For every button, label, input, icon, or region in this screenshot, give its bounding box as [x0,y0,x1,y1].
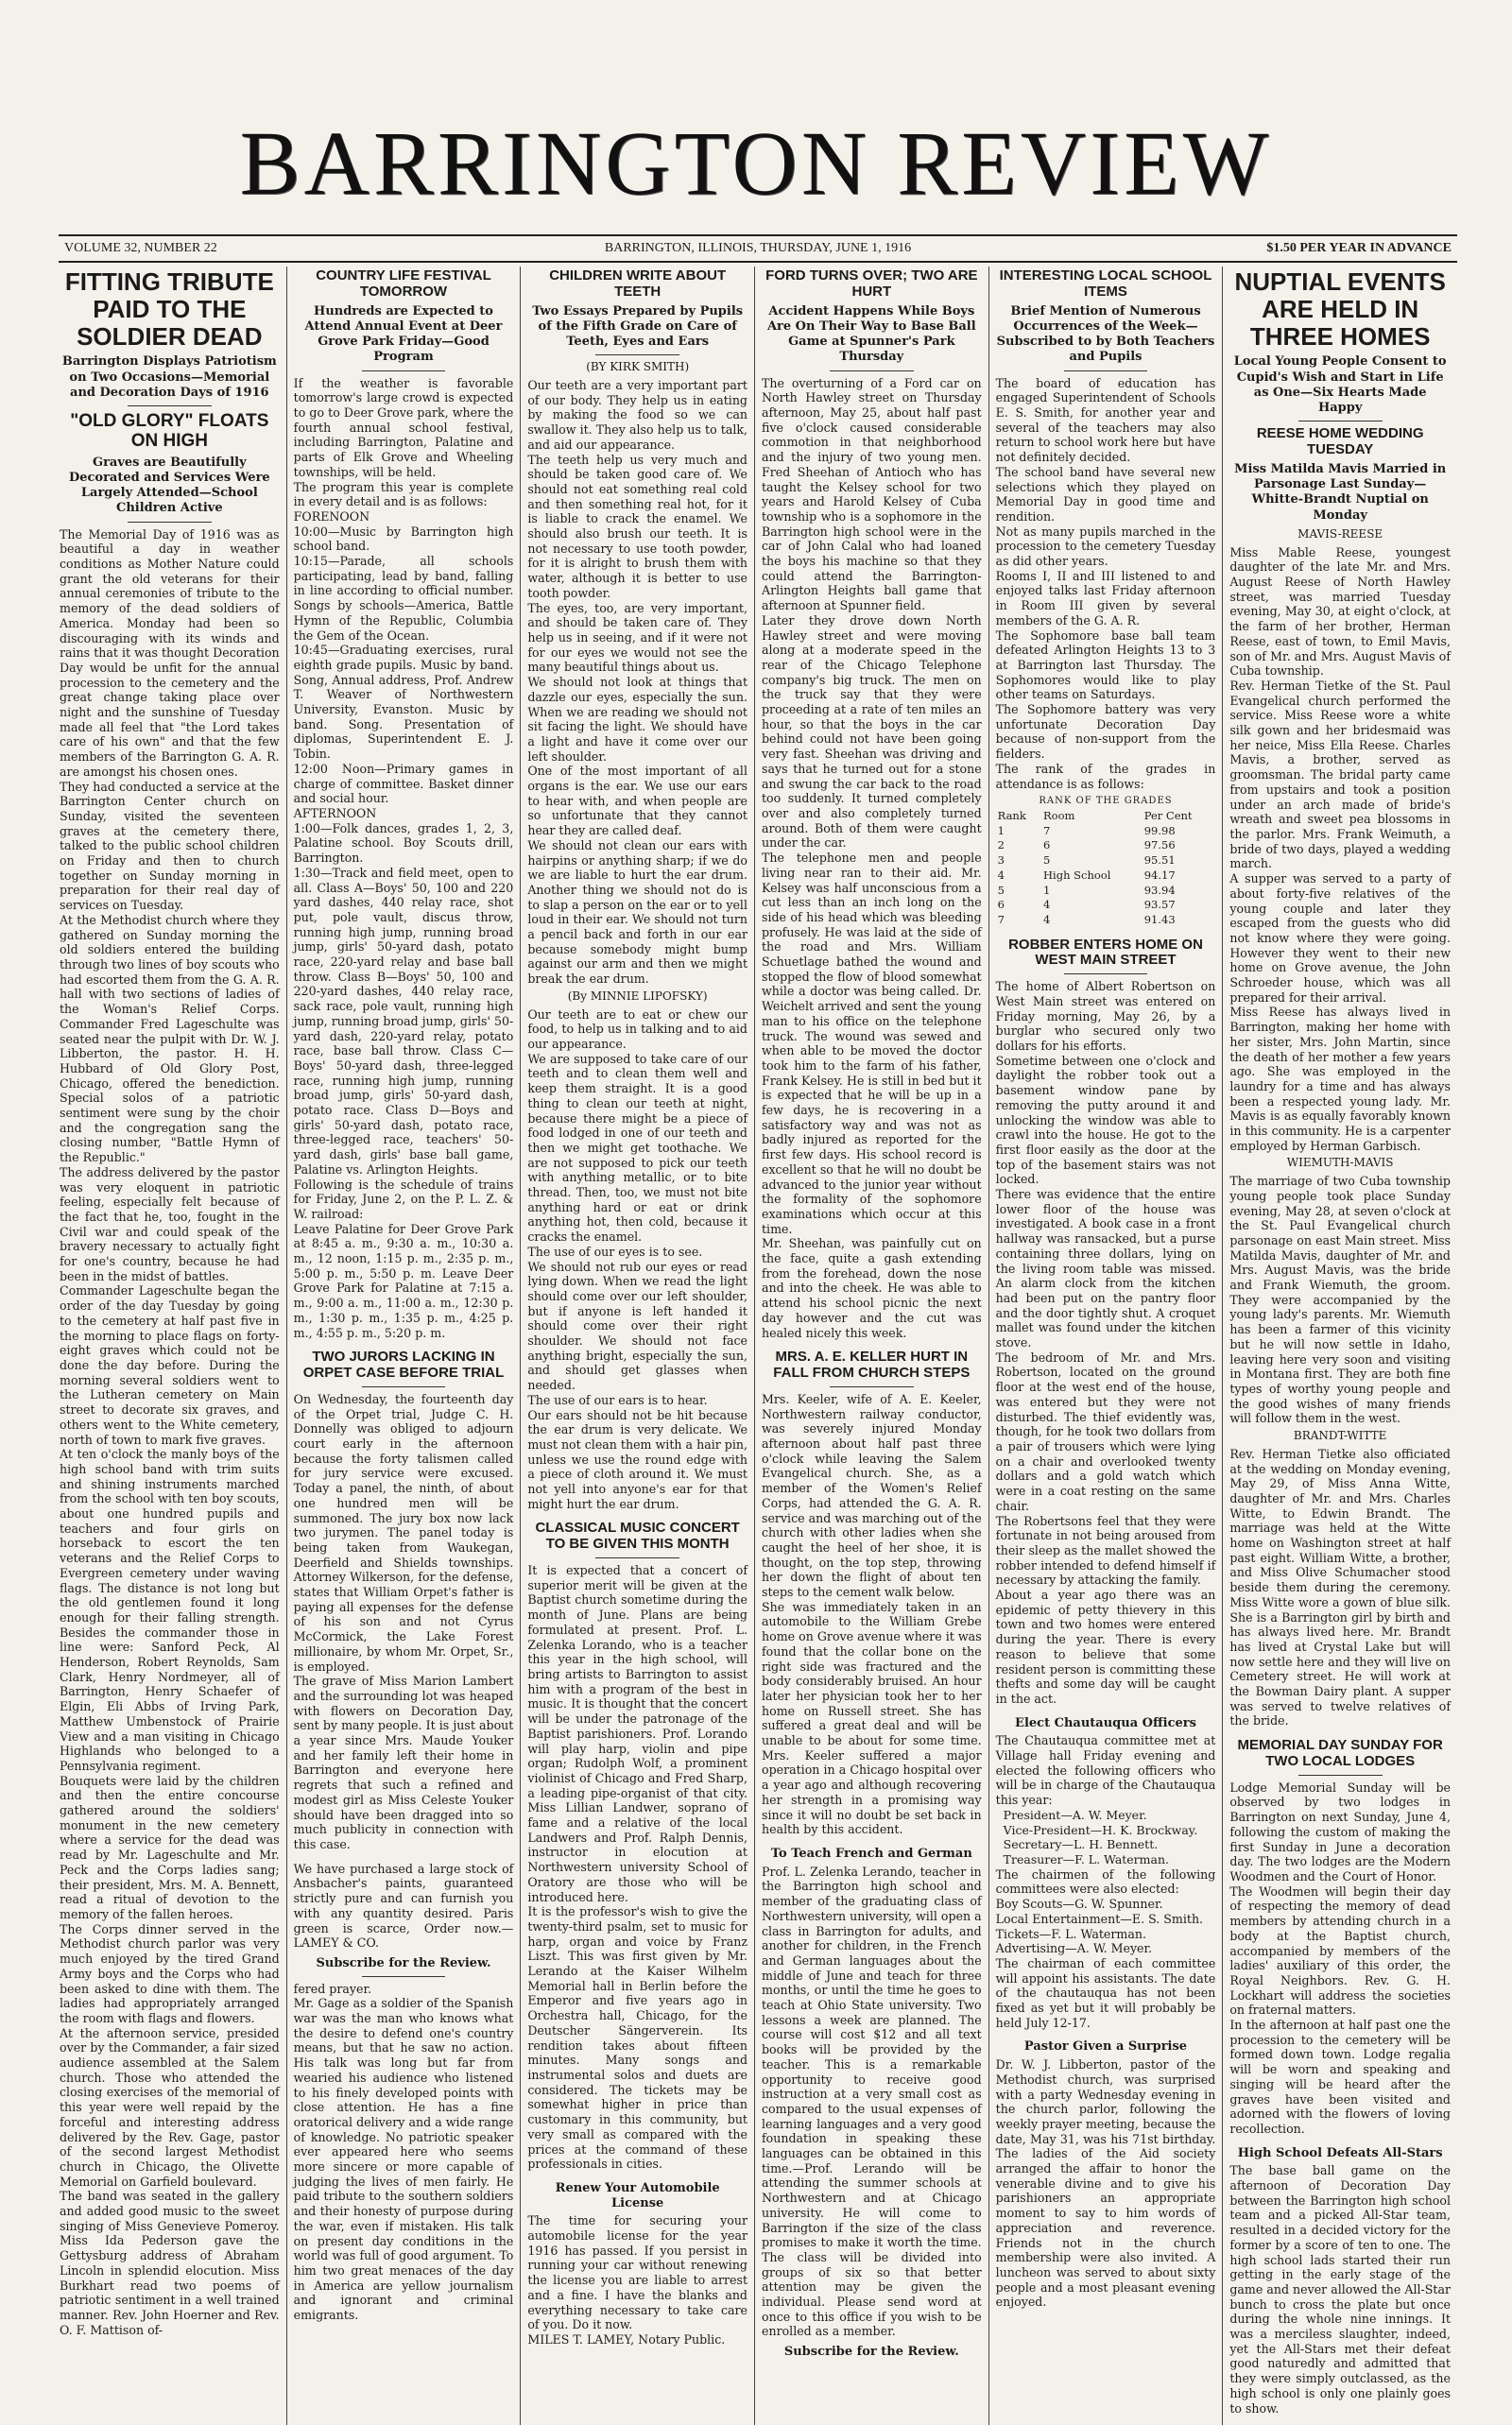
deck: Barrington Displays Patriotism on Two Occasions—Memorial and Decoration Days of 1916 [61,354,277,400]
story-high-school-ball [1229,2146,1451,2416]
headline: FITTING TRIBUTE PAID TO THE SOLDIER DEAD [64,267,274,352]
article-body: The board of education has engaged Superintendent of Schools E. S. Smith, for another year and several of the teachers may also return to school work here but have not definitely decided. The school band have several new selections which they played on Memorial Day in good time and rendition. Not as many pupils marched in the procession to the cemetery Tuesday as did other years. Rooms I, II and III listened to and enjoyed talks last Friday afternoon in Room III given by several members of the G. A. R. The Sophomore base ball team defeated Arlington Heights 13 to 3 at Barrington last Thursday. The Sophomores would like to play other teams on Saturdays. The Sophomore battery was very unfortunate Decoration Day because of non-support from the fielders. The rank of the grades in attendance is as follows: [995,375,1216,791]
article-body: The base ball game on the afternoon of Decoration Day between the Barrington high school team and a picked All-Star team, resulted in a decided victory for the former by a score of ten to one. The high school lads started their run getting in the early stage of the game and never allowed the All-Star bunch to cross the plate but once during the whole nine innings. It was a merciless slaughter, indeed, yet the All-Stars met their defeat good naturedly and admitted that they were simply outclassed, as the high school is only one plainly goes to show. [1229,2163,1451,2416]
paint-advertisement [294,1862,514,2323]
table-caption: RANK OF THE GRADES [1039,796,1173,807]
sub-headline: To Teach French and German [770,1846,972,1861]
dateline [59,234,1457,263]
room-cell: 5 [1043,853,1051,868]
article-body: The home of Albert Robertson on West Main street was entered on Friday morning, May 26, by a burglar who secured only two dollars for his efforts. Sometime between one o'clock and daylight the robber took out a basement window pane by removing the putty around it and unlocking the window was able to crawl into the house. He got to the first floor easily as the door at the top of the basement stairs was not locked. There was evidence that the entire lower floor of the house was investigated. A book case in a front hallway was ransacked, but a purse containing three dollars, lying on the living room table was missed. An alarm clock from the kitchen had been put on the pantry floor and the door tightly shut. A croquet mallet was found under the kitchen stove. The bedroom of Mr. and Mrs. Robertson, located on the ground floor at the west end of the house, was entered but they were not disturbed. The thief evidently was, though, for he took two dollars from a pair of trousers which were lying on a chair and overlooked twenty dollars and a gold watch which were in a coat resting on the same chair. The Robertsons feel that they were fortunate in not being aroused from their sleep as the mallet showed the robber intended to defend himself if necessary by attacking the family. About a year ago there was an epidemic of petty thievery in this town and two homes were entered during the year. There is every reason to believe that some resident person is committing these thefts and some day will be caught in the act. [995,979,1216,1706]
headline: COUNTRY LIFE FESTIVAL TOMORROW [316,267,491,300]
rank-cell: 7 [997,912,1005,926]
masthead: BARRINGTON REVIEW [239,112,1273,214]
percent-cell: 91.43 [1143,912,1176,926]
article-body: Rev. Herman Tietke also officiated at the wedding on Monday evening, May 29, of Miss Anna Witte, daughter of Mr. and Mrs. Charles Witte, to Edwin Brandt. The marriage was held at the Witte home on Washington street at half past eight. William Witte, a brother, and Miss Olive Schumacher stood beside them during the ceremony. Miss Witte wore a gown of blue silk. She is a Barrington girl by birth and has always lived here. Mr. Brandt has lived at Crystal Lake but will now settle here and they will live on Cemetery street. He will work at the Bowman Dairy plant. A supper was served to twelve relatives of the bride. [1229,1446,1451,1728]
subscribe-notice: Subscribe for the Review. [316,1955,491,1970]
officer-line: Secretary—L. H. Bennett. [1003,1837,1159,1852]
table-row [996,824,1216,839]
table-row [996,884,1216,899]
table-row [996,869,1216,884]
story-pastor-surprise [996,2039,1216,2310]
story-lodge-memorial [1229,1738,1451,2136]
sub-deck: Graves are Beautifully Decorated and Services Were Largely Attended—School Children Active [68,455,270,516]
headline: INTERESTING LOCAL SCHOOL ITEMS [999,267,1212,300]
divider [830,370,913,371]
officer-line: President—A. W. Meyer. [1003,1807,1147,1822]
rank-cell: 5 [997,883,1005,897]
subscribe-notice: Subscribe for the Review. [783,2345,959,2360]
place-date: BARRINGTON, ILLINOIS, THURSDAY, JUNE 1, 1916 [604,241,912,255]
story-keller-fall [762,1350,982,1837]
article-body: The overturning of a Ford car on North Hawley street on Thursday afternoon, May 25, about half past five o'clock caused considerable commotion in that neighborhood and the injury of two young men. Fred Sheehan of Antioch who has taught the Kelsey school for two years and Harold Kelsey of Cuba township who is a sophomore in the Barrington high school were in the car of John Calal who had loaned the boys his machine so that they could attend the Barrington-Arlington Heights ball game that afternoon at Spunner field. Later they drove down North Hawley street and were moving along at a moderate speed in the rear of the Chicago Telephone company's big truck. The men on the truck say that they were proceeding at a rate of ten miles an hour, so that the boys in the car behind could not have been going very fast. Sheehan was driving and says that he turned out for a stone and swung the car back to the road too suddenly. It turned completely over and also completely turned around. Both of them were caught under the car. The telephone men and people living near ran to their aid. Mr. Kelsey was half unconscious from a cut less than an inch long on the side of his head which was bleeding profusely. He was laid at the side of the road and Mrs. William Schuetlage bathed the wound and stopped the flow of blood somewhat while a doctor was being called. Dr. Weichelt arrived and sent the young man to his office on the telephone truck. The wound was sewed and when able to be moved the doctor took him to the farm of his father, Frank Kelsey. He is still in bed but it is expected that he will be up in a few days, he is recovering in a satisfactory way and was not as badly injured as reported for the first few days. His school record is excellent so that he will no doubt be advanced to the junior year without the formality of the sophomore examinations which occur at this time. Mr. Sheehan, was painfully cut on the face, quite a gash extending from the forehead, down the nose and into the cheek. He was able to attend his school picnic the next day however and the cut was healed nicely this week. [762,375,982,1340]
percent-cell: 97.56 [1143,838,1176,852]
percent-cell: 94.17 [1143,868,1176,882]
subscription-price: $1.50 PER YEAR IN ADVANCE [1266,241,1452,255]
sub-headline: Pastor Given a Surprise [1023,2039,1188,2055]
column-4 [755,267,989,2425]
percent-cell: 99.98 [1143,823,1176,837]
deck: Brief Mention of Numerous Occurrences of the Week—Subscribed to by Both Teachers and Pupils [996,303,1215,365]
headline: MRS. A. E. KELLER HURT IN FALL FROM CHURCH STEPS [773,1349,971,1382]
column-6 [1223,267,1457,2425]
columns [53,267,1457,2416]
headline: ROBBER ENTERS HOME ON WEST MAIN STREET [1008,936,1203,969]
column-header: Room [1043,808,1075,822]
divider [1064,370,1147,371]
notice-body: The time for securing your automobile license for the year 1916 has passed. If you persist in running your car without renewing the license you are liable to arrest and a fine. I have the blanks and everything necessary to take care of you. Do it now. MILES T. LAMEY, Notary Public. [527,2213,747,2347]
divider [362,1386,445,1387]
divider [1064,973,1147,974]
story-nuptial-events [1229,268,1451,1728]
story-soldier-tribute [60,268,280,2337]
story-school-items [996,268,1216,928]
room-cell: 1 [1043,883,1051,897]
room-cell: 6 [1043,838,1051,852]
headline: MEMORIAL DAY SUNDAY FOR TWO LOCAL LODGES [1237,1737,1443,1769]
column-2 [287,267,522,2425]
story-orpet-case [294,1350,514,1851]
story-chautauqua [996,1716,1216,2031]
percent-cell: 93.94 [1143,883,1176,897]
section-label: MAVIS-REESE [1297,526,1383,541]
article-continuation: fered prayer. Mr. Gage as a soldier of the Spanish war was the man who knows what the desire to defend one's country means, but that he saw no action. His talk was long but far from wearied his audience who listened to his finely developed points with close attention. He has a fine oratorical delivery and a wide range of knowledge. No patriotic speaker ever appeared here who seems more sincere or more capable of judging the lives of men fairly. He paid tribute to the southern soldiers and their honesty of purpose during the war, even if mistaken. His talk on present day conditions in the world was full of good argument. To him two great menaces of the day in America are yellow journalism and ignorant and criminal emigrants. [293,1981,514,2323]
percent-cell: 93.57 [1143,898,1176,912]
officer-line: Vice-President—H. K. Brockway. [1003,1822,1198,1837]
section-label: WIEMUTH-MAVIS [1286,1156,1394,1170]
table-row [996,838,1216,853]
ad-text: We have purchased a large stock of Ansbacher's paints, guaranteed strictly pure and can furnish you with any quantity desired. Paris green is scarce, Order now.—LAMEY & CO. [293,1861,514,1951]
headline: FORD TURNS OVER; TWO ARE HURT [765,267,978,300]
divider [128,405,211,406]
room-cell: 4 [1043,898,1051,912]
notice-title: Renew Your Automobile License [555,2180,720,2210]
rank-cell: 3 [997,853,1005,868]
article-body: Dr. W. J. Libberton, pastor of the Methodist church, was surprised with a party Wednesday evening in the church parlor, following the weekly prayer meeting, because the date, May 31, was his 71st birthday. The ladies of the Aid society arranged the affair to honor the venerable divine and to give his parishioners an appropriate moment to say to him words of appreciation and reverence. Friends not in the church membership were also invited. A luncheon was served to about sixty people and a most pleasant evening enjoyed. [995,2057,1216,2310]
section-label: BRANDT-WITTE [1293,1429,1387,1443]
deck: Hundreds are Expected to Attend Annual Event at Deer Grove Park Friday—Good Program [304,303,503,365]
byline: (By MINNIE LIPOFSKY) [567,989,708,1003]
volume-number: VOLUME 32, NUMBER 22 [64,241,217,255]
headline: NUPTIAL EVENTS ARE HELD IN THREE HOMES [1234,267,1446,352]
deck: Two Essays Prepared by Pupils of the Fifth Grade on Care of Teeth, Eyes and Ears [532,303,744,350]
headline: CHILDREN WRITE ABOUT TEETH [549,267,727,300]
divider [595,354,679,355]
byline: (BY KIRK SMITH) [586,360,690,374]
room-cell: 7 [1043,823,1051,837]
percent-cell: 95.51 [1143,853,1176,868]
article-body: The marriage of two Cuba township young people took place Sunday evening, May 28, at seven o'clock at the St. Paul Evangelical church parsonage on east Main street. Miss Matilda Mavis, daughter of Mr. and Mrs. August Mavis, was the bride and Frank Wiemuth, the groom. They were accompanied by the young lady's parents. Mr. Wiemuth has been a farmer of this vicinity but he will now settle in Idaho, leaving here very soon and visiting in Montana first. They are both fine types of worthy young people and the good wishes of many friends will follow them in the west. [1229,1174,1451,1426]
rank-cell: 1 [997,823,1005,837]
essay-body: Our teeth are a very important part of our body. They help us in eating by making the food so we can swallow it. They also help us to talk, and aid our appearance. The teeth help us very much and should be taken good care of. We should not eat something real cold and then something real hot, for it is liable to crack the enamel. We should also brush our teeth. It is not necessary to use tooth powder, for it is alright to brush them with water, although it is better to use tooth powder. The eyes, too, are very important, and should be taken care of. They help us in seeing, and if it were not for our eyes we would not see the many beautiful things about us. We should not look at things that dazzle our eyes, especially the sun. When we are reading we should not sit facing the light. We should have a light and have it come over our left shoulder. One of the most important of all organs is the ear. We use our ears to hear with, and when people are so unfortunate that they cannot hear they are called deaf. We should not clean our ears with hairpins or anything sharp; if we do we are liable to hurt the ear drum. Another thing we should not do is to slap a person on the ear or to yell loud in their ear. We should not turn a pencil back and forth in our ear because somebody might bump against our arm and then we might break the ear drum. [527,378,747,987]
article-body: Lodge Memorial Sunday will be observed by two lodges in Barrington on next Sunday, June 4, following the custom of making the first Sunday in June a decoration day. The two lodges are the Modern Woodmen and the Court of Honor. The Woodmen will begin their day of respecting the memory of dead members by attending church in a body at the Baptist church, accompanied by members of the ladies' auxiliary of this order, the Royal Neighbors. Rev. G. H. Lockhart will address the societies on fraternal matters. In the afternoon at half past one the procession to the cemetery will be formed down town. Lodge regalia will be worn and speaking and singing will be heard after the graves have been visited and adorned with the flowers of loving recollection. [1229,1780,1451,2136]
article-body: The Memorial Day of 1916 was as beautiful a day in weather conditions as Mother Nature could grant the old veterans for their annual ceremonies of tribute to the memory of the dead soldiers of America. Monday had been so discouraging with its winds and rains that it was thought Decoration Day would be unfit for the annual procession to the cemetery and the great change taking place over night and the sunshine of Tuesday made all feel that "the Lord takes care of his own" and that the few members of the Barrington G. A. R. are amongst his chosen ones. They had conducted a service at the Barrington Center church on Sunday, visited the seventeen graves at the cemetery there, talked to the public school children on Friday and then to church together on Sunday morning in preparation for their real day of services on Tuesday. At the Methodist church where they gathered on Sunday morning the old soldiers entered the building through two lines of boy scouts who had escorted them from the G. A. R. hall with two sections of ladies of the Woman's Relief Corps. Commander Fred Lageschulte was seated near the pulpit with Dr. W. J. Libberton, the pastor. H. H. Hubbard of Old Glory Post, Chicago, offered the benediction. Special solos of a patriotic sentiment were sung by the choir and the congregation sang the closing number, "Battle Hymn of the Republic." The address delivered by the pastor was very eloquent in patriotic feeling, especially felt because of the fact that he, too, fought in the Civil war and could speak of the bravery necessary to actually fight for one's country, because he had been in the midst of battles. Commander Lageschulte began the order of the day Tuesday by going to the cemetery at half past five in the morning to place flags on forty-eight graves which could not be done the day before. During the morning several soldiers went to the Lutheran cemetery on Main street to decorate six graves, and others went to the White cemetery, north of town to mark five graves. At ten o'clock the manly boys of the high school band with trim suits and shining instruments marched from the school with ten boy scouts, about one hundred pupils and teachers and four girls on horseback to escort the ten veterans and the Relief Corps to Evergreen cemetery under waving flags. The distance is not long but the old gentlemen found it long enough for their falling strength. Besides the commander those in line were: Sanford Peck, Al Henderson, Robert Reynolds, Sam Clark, Henry Nordmeyer, all of Barrington, Henry Schaefer of Elgin, Eli Abbs of Irving Park, Matthew Umbenstock of Prairie View and a man visiting in Chicago Highlands who belonged to a Pennsylvania regiment. Bouquets were laid by the children and then the entire concourse gathered around the soldiers' monument in the new cemetery where a service for the dead was read by Mr. Lageschulte and Mr. Peck and the Corps ladies sang; their president, Mrs. M. A. Bennett, read a ritual of devotion to the memory of the fallen heroes. The Corps dinner served in the Methodist church parlor was very much enjoyed by the tired Grand Army boys and the Corps who had been asked to dine with them. The ladies had appropriately arranged the room with flags and flowers. At the afternoon service, presided over by the Commander, a fair sized audience assembled at the Salem church. Those who attended the closing exercises of the memorial of this year were well repaid by the forceful and interesting address delivered by the Rev. Gage, pastor of the second largest Methodist church in Chicago, the Olivette Memorial on Garfield boulevard. The band was seated in the gallery and added good music to the sweet singing of Miss Genevieve Pomeroy. Miss Ida Pederson gave the Gettysburg address of Abraham Lincoln in splendid elocution. Miss Burkhart read two poems of patriotic sentiment in a well trained manner. Rev. John Hoerner and Rev. O. F. Mattison of- [60,526,280,2337]
sub-headline: High School Defeats All-Stars [1237,2145,1443,2160]
story-classical-concert [527,1521,747,2171]
divider [128,522,211,523]
divider [595,1557,679,1558]
rank-cell: 2 [997,838,1005,852]
article-body: The chairmen of the following committees were also elected: Boy Scouts—G. W. Spunner. Local Entertainment—E. S. Smith. Tickets—F. L. Waterman. Advertising—A. W. Meyer. The chairman of each committee will appoint his assistants. The date of the chautauqua has not been fixed as yet but it will probably be held July 12-17. [995,1866,1216,2030]
column-5 [989,267,1224,2425]
article-body: On Wednesday, the fourteenth day of the Orpet trial, Judge C. H. Donnelly was obliged to adjourn court early in the afternoon because the forty talismen called for jury service were excused. Today a panel, the ninth, of about one hundred men will be summoned. The jury box now lack two jurymen. The panel today is being taken from Waukegan, Deerfield and Shields townships. Attorney Wilkerson, for the defense, states that William Orpet's father is paying all expenses for the defense of his son and not Cyrus McCormick, the Lake Forest millionaire, by whom Mr. Orpet, Sr., is employed. The grave of Miss Marion Lambert and the surrounding lot was heaped with flowers on Decoration Day, sent by many people. It is just about a year since Mrs. Maude Youker and her family left their home in Barrington and everyone here regrets that such a refined and modest girl as Miss Celeste Youker should have been dragged into so much publicity in connection with this case. [293,1391,514,1851]
table-row [996,853,1216,869]
headline: TWO JURORS LACKING IN ORPET CASE BEFORE TRIAL [302,1349,505,1382]
sub-deck: Miss Matilda Mavis Married in Parsonage Last Sunday—Whitte-Brandt Nuptial on Monday [1234,461,1447,523]
story-french-german [762,1847,982,2360]
headline: CLASSICAL MUSIC CONCERT TO BE GIVEN THIS MONTH [535,1520,740,1553]
room-cell: High School [1043,868,1111,882]
story-children-essays [527,268,747,1511]
table-row [996,913,1216,928]
divider [1298,1775,1383,1776]
column-header: Rank [997,808,1026,822]
story-robber [996,937,1216,1707]
column-header: Per Cent [1143,808,1193,822]
story-country-life-festival [294,268,514,1340]
room-cell: 4 [1043,912,1051,926]
rank-cell: 6 [997,898,1005,912]
sub-headline: "OLD GLORY" FLOATS ON HIGH [70,411,269,452]
divider [362,1976,445,1977]
article-body: Miss Mable Reese, youngest daughter of the late Mr. and Mrs. August Reese of North Hawley street, was married Tuesday evening, May 30, at eight o'clock, at the farm of her brother, Herman Reese, east of town, to Emil Mavis, son of Mr. and Mrs. August Mavis of Cuba township. Rev. Herman Tietke of the St. Paul Evangelical church performed the service. Miss Reese wore a white silk gown and her bridesmaid was her neice, Miss Ella Reese. Charles Mavis, a brother, served as groomsman. The bridal party came from upstairs and took a position under an arch made of bride's wreath and sweet pea blossoms in the parlor. Mrs. Frank Weimuth, a bride of two days, played a wedding march. A supper was served to a party of about forty-five relatives of the young couple and later they escaped from the guests who did not know where they were going. However they went to their new home on Grove avenue, the John Schroeder house, which was all prepared for their arrival. Miss Reese has always lived in Barrington, making her home with her sister, Mrs. John Martin, since the death of her mother a few years ago. She was employed in the laundry for a time and has always been a respected young lady. Mr. Mavis is as equally favorably known in this community. He is a carpenter employed by Herman Garbisch. [1229,544,1451,1153]
deck: Accident Happens While Boys Are On Their Way to Base Ball Game at Spunner's Park Thursday [766,303,976,365]
article-body: If the weather is favorable tomorrow's large crowd is expected to go to Deer Grove park, where the fourth annual school festival, including Barrington, Palatine and parts of Elk Grove and Wheeling townships, will be held. The program this year is complete in every detail and is as follows: FORENOON 10:00—Music by Barrington high school band. 10:15—Parade, all schools participating, lead by band, falling in line according to official number. Songs by schools—America, Battle Hymn of the Republic, Columbia the Gem of the Ocean. 10:45—Graduating exercises, rural eighth grade pupils. Music by band. Song, Annual address, Prof. Andrew T. Weaver of Northwestern University, Evanston. Music by band. Song. Presentation of diplomas, Superintendent E. J. Tobin. 12:00 Noon—Primary games in charge of committee. Basket dinner and social hour. AFTERNOON 1:00—Folk dances, grades 1, 2, 3, Palatine school. Boy Scouts drill, Barrington. 1:30—Track and field meet, open to all. Class A—Boys' 50, 100 and 220 yard dashes, 440 relay race, shot put, pole vault, discus throw, running high jump, running broad jump, girls' 50-yard dash, potato race, 220-yard relay and base ball throw. Class B—Boys' 50, 100 and 220-yard dashes, 440 relay race, sack race, pole vault, running high jump, running broad jump, girls' 50-yard dash, 220-yard relay, potato race, base ball throw. Class C—Boys' 50-yard dash, three-legged race, running high jump, running broad jump, girls' 50-yard dash, potato race. Class D—Boys and girls' 50-yard dash, potato race, three-legged race, teachers' 50-yard dash, girls' base ball game, Palatine vs. Arlington Heights. Following is the schedule of trains for Friday, June 2, on the P. L. Z. & W. railroad: Leave Palatine for Deer Grove Park at 8:45 a. m., 9:30 a. m., 10:30 a. m., 12 noon, 1:15 p. m., 2:35 p. m., 5:00 p. m., 5:50 p. m. Leave Deer Grove Park for Palatine at 7:15 a. m., 9:00 a. m., 11:00 a. m., 12:30 p. m., 1:30 p. m., 1:35 p. m., 4:25 p. m., 4:55 p. m., 5:20 p. m. [293,375,514,1340]
rank-cell: 4 [997,868,1005,882]
divider [362,370,445,371]
automobile-license-notice [527,2181,747,2348]
column-1 [53,267,287,2425]
divider [830,1386,913,1387]
grades-rank-table [996,794,1216,927]
article-body: It is expected that a concert of superior merit will be given at the Baptist church sometime during the month of June. Plans are being formulated at present. Prof. L. Zelenka Lorando, who is a teacher this year in the high school, will bring artists to Barrington to assist him with a program of the best in music. It is thought that the concert will be under the patronage of the Baptist parishioners. Prof. Lorando will play harp, violin and pipe organ; Rudolph Wolf, a prominent violinist of Chicago and Fred Sharp, a leading pipe-organist of that city. Miss Lillian Landwer, soprano of fame and a relative of the local Landwers and Prof. Ralph Dennis, instructor in elocution at Northwestern university School of Oratory are those who will be introduced here. It is the professor's wish to give the twenty-third psalm, set to music for harp, organ and voice by Franz Liszt. This was first given by Mr. Lerando at the Kaiser Wilhelm Memorial hall in Berlin before the Emperor and five years ago in Orchestra hall, Chicago, for the Deutscher Sängerverein. Its rendition takes about fifteen minutes. Many songs and instrumental solos and duets are considered. The tickets may be somewhat higher in price than customary in this community, but very small as compared with the prices at the command of these professionals in cities. [527,1563,747,2172]
article-body: The Chautauqua committee met at Village hall Friday evening and elected the following officers who will be in charge of the Chautauqua this year: [995,1733,1216,1808]
sub-headline: REESE HOME WEDDING TUESDAY [1256,425,1424,458]
table-header-row [996,809,1216,824]
article-body: Prof. L. Zelenka Lerando, teacher in the Barrington high school and member of the graduating class of Northwestern university, will open a class in Barrington for adults, and another for children, in the French and German languages about the middle of June and teach for three months, or until the time he goes to teach at Ohio State university. Two lessons a week are planned. The course will cost $12 and all text books will be provided by the teacher. This is a remarkable opportunity to receive good instruction at a very small cost as compared to the usual expenses of learning languages and a very good foundation in speaking these languages can be obtained in this time.—Prof. Lerando will be attending the summer schools at Northwestern and at Chicago university. He will come to Barrington if the size of the class promises to make it worth the time. The class will be divided into groups of six so that better attention may be given the individual. Please send word at once to this office if you wish to be enrolled as a member. [762,1864,982,2339]
article-body: Mrs. Keeler, wife of A. E. Keeler, Northwestern railway conductor, was severely injured Monday afternoon about half past three o'clock while leaving the Salem Evangelical church. She, as a member of the Women's Relief Corps, had attended the G. A. R. service and was marching out of the church with other ladies when she caught the heel of her shoe, it is thought, on the top step, throwing her down the flight of about ten steps to the cement walk below. She was immediately taken in an automobile to the William Grebe home on Grove avenue where it was found that the collar bone on the right side was fractured and the body considerably bruised. An hour later her physician took her to her home on Russell street. She has suffered a great deal and will be unable to be about for some time. Mrs. Keeler suffered a major operation in a Chicago hospital over a year ago and although recovering her strength in a promising way since it will no doubt be set back in health by this accident. [762,1391,982,1837]
story-ford-accident [762,268,982,1340]
officer-line: Treasurer—F. L. Waterman. [1003,1851,1169,1866]
column-3 [521,267,755,2425]
essay-body: Our teeth are to eat or chew our food, to help us in talking and to aid our appearance. We are supposed to take care of our teeth and to clean them well and keep them straight. It is a good thing to clean our teeth at night, because there might be a piece of food lodged in one of our teeth and then we might get toothache. We are not supposed to pick our teeth with anything metallic, or to bite thread. Then, too, we must not bite anything hard or eat or drink anything hot, then cold, because it cracks the enamel. The use of our eyes is to see. We should not rub our eyes or read lying down. When we read the light should come over our left shoulder, but if anyone is left handed it should come over their right shoulder. We should not face anything bright, especially the sun, and should get glasses when needed. The use of our ears is to hear. Our ears should not be hit because the ear drum is very delicate. We must not clean them with a hair pin, unless we use the round edge with a piece of cloth around it. We must not yell into anyone's ear for that might hurt the ear drum. [527,1006,747,1511]
deck: Local Young People Consent to Cupid's Wish and Start in Life as One—Six Hearts Made Happy [1233,354,1447,416]
sub-headline: Elect Chautauqua Officers [1015,1715,1196,1730]
table-row [996,898,1216,913]
